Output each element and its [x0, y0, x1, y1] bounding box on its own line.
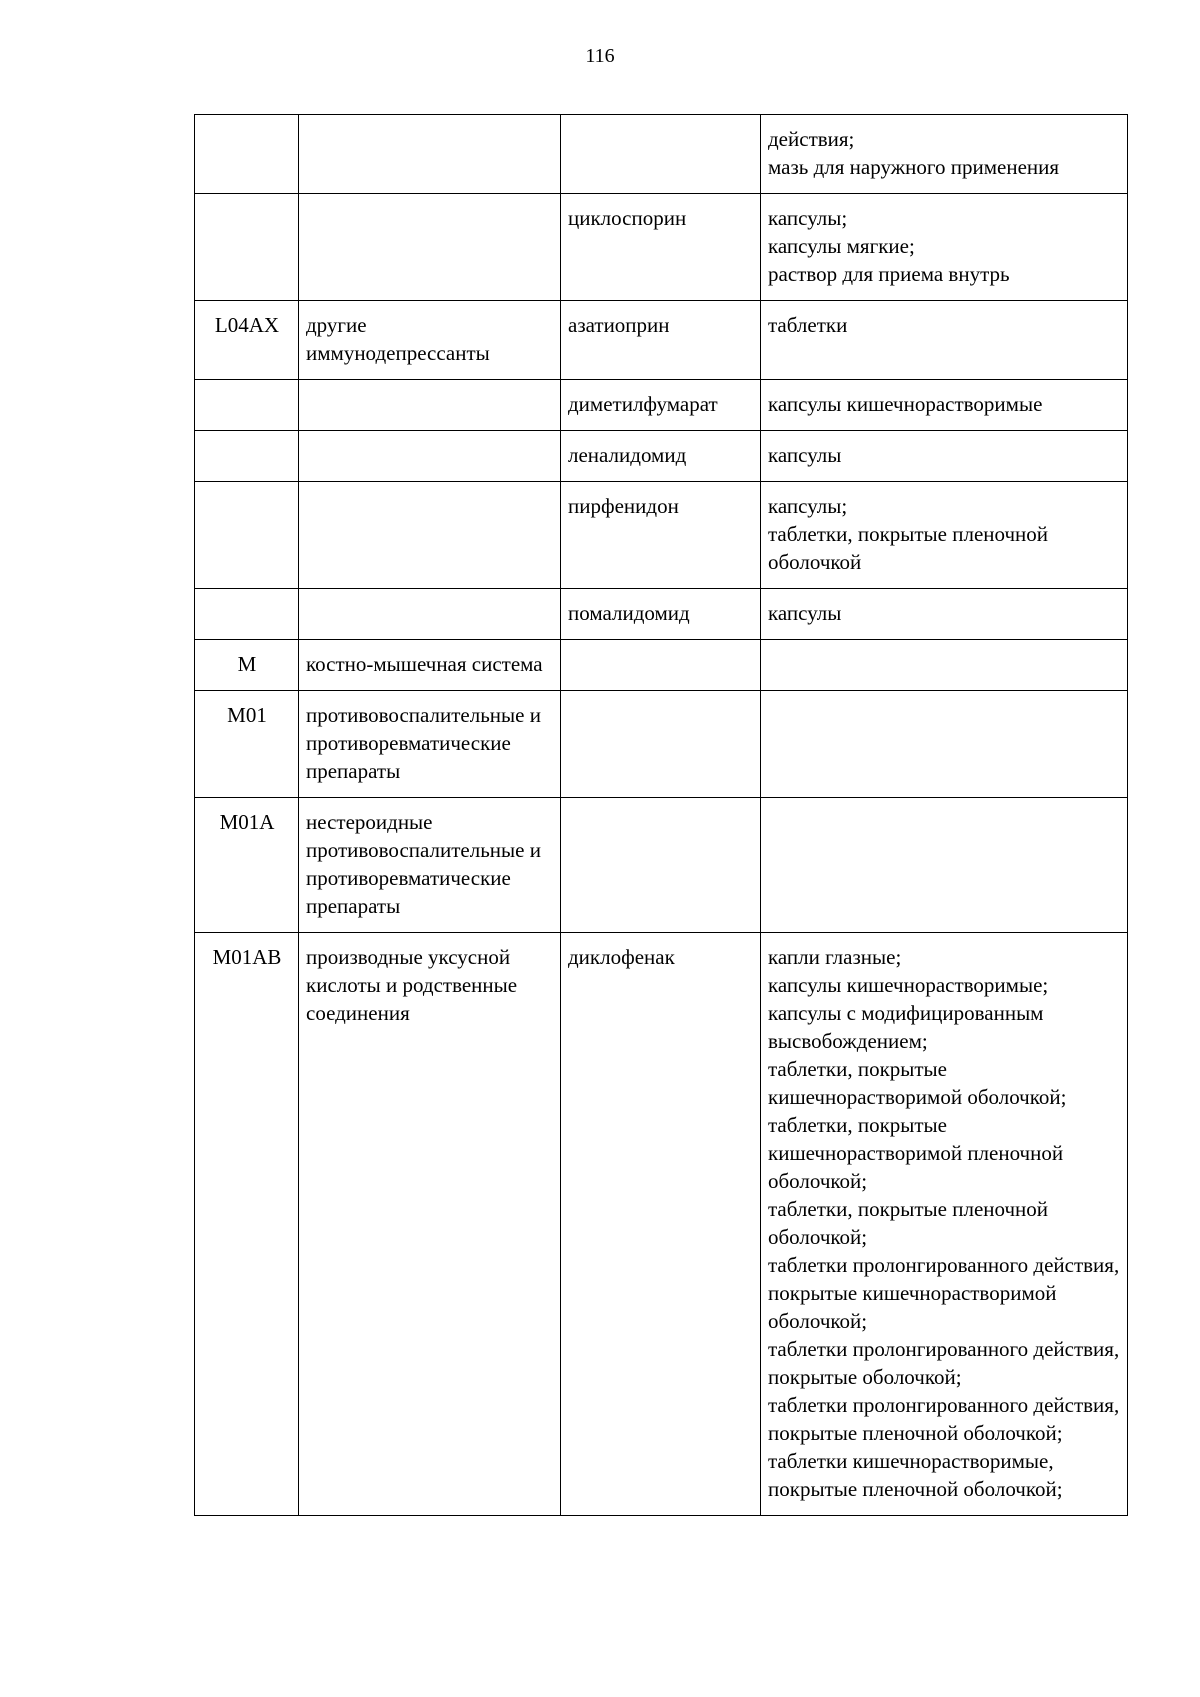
dosage-forms-cell [761, 380, 1128, 431]
drug-name-cell: леналидомид [561, 431, 761, 482]
dosage-forms-cell [761, 798, 1128, 933]
dosage-form-item: таблетки кишечнорастворимые, покрытые пленочной оболочкой; [768, 1449, 1063, 1501]
drug-table [194, 114, 1128, 1516]
page-number: 116 [585, 45, 615, 67]
atc-group-cell: другие иммунодепрессанты [299, 301, 561, 380]
dosage-form-item: таблетки пролонгированного действия, покрытые кишечнорастворимой оболочкой; [768, 1253, 1120, 1333]
dosage-form-item: капсулы кишечнорастворимые [768, 392, 1043, 416]
dosage-form-item: капсулы [768, 601, 842, 625]
dosage-form-item: раствор для приема внутрь [768, 262, 1010, 286]
atc-code-cell [195, 115, 299, 194]
drug-name-cell: диклофенак [561, 933, 761, 1516]
atc-group-cell: противовоспалительные и противоревматические препараты [299, 691, 561, 798]
drug-name-cell: циклоспорин [561, 194, 761, 301]
table-row [195, 933, 1128, 1516]
drug-name-cell [561, 115, 761, 194]
atc-code-cell: M01 [195, 691, 299, 798]
dosage-forms-cell [761, 194, 1128, 301]
dosage-forms-cell [761, 431, 1128, 482]
atc-group-cell [299, 431, 561, 482]
atc-group-cell [299, 380, 561, 431]
atc-group-cell [299, 589, 561, 640]
drug-name-cell [561, 640, 761, 691]
drug-name-cell: азатиоприн [561, 301, 761, 380]
atc-group-cell [299, 482, 561, 589]
dosage-form-item: таблетки, покрытые кишечнорастворимой пленочной оболочкой; [768, 1113, 1064, 1193]
table-row [195, 301, 1128, 380]
drug-name-cell: помалидомид [561, 589, 761, 640]
dosage-form-item: капсулы с модифицированным высвобождением; [768, 1001, 1044, 1053]
atc-group-cell [299, 194, 561, 301]
table-row [195, 380, 1128, 431]
dosage-form-item: таблетки пролонгированного действия, покрытые пленочной оболочкой; [768, 1393, 1120, 1445]
dosage-form-item: таблетки пролонгированного действия, покрытые оболочкой; [768, 1337, 1120, 1389]
dosage-form-item: капсулы; [768, 206, 848, 230]
dosage-forms-cell [761, 115, 1128, 194]
table-row [195, 115, 1128, 194]
dosage-form-item: капсулы кишечнорастворимые; [768, 973, 1049, 997]
dosage-forms-cell [761, 691, 1128, 798]
table-row [195, 640, 1128, 691]
atc-code-cell [195, 194, 299, 301]
dosage-forms-cell [761, 933, 1128, 1516]
dosage-form-item: действия; [768, 127, 855, 151]
dosage-forms-cell [761, 301, 1128, 380]
drug-name-cell: пирфенидон [561, 482, 761, 589]
dosage-form-item: капсулы мягкие; [768, 234, 915, 258]
atc-group-cell [299, 115, 561, 194]
atc-code-cell: M01A [195, 798, 299, 933]
atc-group-cell: нестероидные противовоспалительные и противоревматические препараты [299, 798, 561, 933]
table-row [195, 431, 1128, 482]
drug-name-cell [561, 798, 761, 933]
dosage-form-item: капли глазные; [768, 945, 902, 969]
table-row [195, 194, 1128, 301]
atc-code-cell: M01AB [195, 933, 299, 1516]
atc-group-cell: производные уксусной кислоты и родственные соединения [299, 933, 561, 1516]
table-row [195, 589, 1128, 640]
table-row [195, 482, 1128, 589]
atc-code-cell [195, 482, 299, 589]
dosage-form-item: таблетки, покрытые пленочной оболочкой [768, 522, 1049, 574]
atc-code-cell [195, 380, 299, 431]
drug-name-cell [561, 691, 761, 798]
dosage-form-item: таблетки, покрытые пленочной оболочкой; [768, 1197, 1049, 1249]
table-body [195, 115, 1128, 1516]
drug-name-cell: диметилфумарат [561, 380, 761, 431]
dosage-form-item: таблетки, покрытые кишечнорастворимой оболочкой; [768, 1057, 1067, 1109]
dosage-forms-cell [761, 482, 1128, 589]
dosage-form-item: таблетки [768, 313, 848, 337]
dosage-form-item: капсулы; [768, 494, 848, 518]
dosage-forms-cell [761, 589, 1128, 640]
atc-code-cell: L04AX [195, 301, 299, 380]
table-row [195, 798, 1128, 933]
table-row [195, 691, 1128, 798]
dosage-form-item: мазь для наружного применения [768, 155, 1060, 179]
atc-code-cell [195, 589, 299, 640]
dosage-forms-cell [761, 640, 1128, 691]
dosage-form-item: капсулы [768, 443, 842, 467]
atc-group-cell: костно-мышечная система [299, 640, 561, 691]
atc-code-cell [195, 431, 299, 482]
atc-code-cell: M [195, 640, 299, 691]
